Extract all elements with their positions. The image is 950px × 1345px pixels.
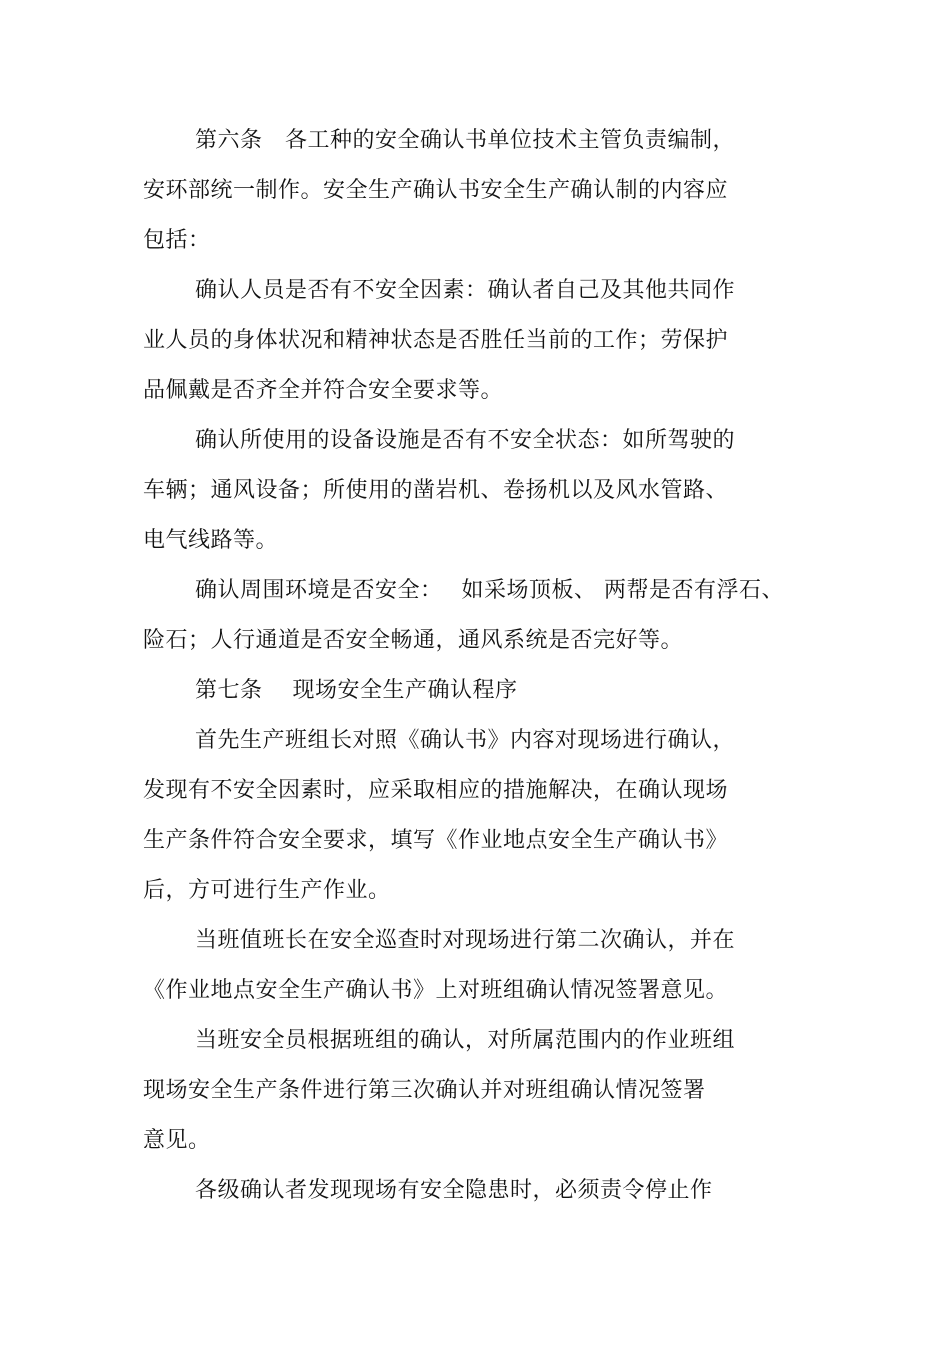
paragraph-line: 意见。 <box>143 1128 211 1153</box>
paragraph-line: 安环部统一制作。安全生产确认书安全生产确认制的内容应 <box>143 178 729 203</box>
paragraph-line: 险石；人行通道是否安全畅通，通风系统是否完好等。 <box>143 628 684 653</box>
paragraph-line: 各级确认者发现现场有安全隐患时，必须责令停止作 <box>195 1178 713 1203</box>
paragraph-line: 包括： <box>143 228 211 253</box>
paragraph-line: 业人员的身体状况和精神状态是否胜任当前的工作；劳保护 <box>143 328 729 353</box>
paragraph-line: 生产条件符合安全要求，填写《作业地点安全生产确认书》 <box>143 828 729 853</box>
paragraph-line: 第六条 各工种的安全确认书单位技术主管负责编制， <box>195 128 736 153</box>
paragraph-line: 品佩戴是否齐全并符合安全要求等。 <box>143 378 504 403</box>
paragraph-line: 发现有不安全因素时，应采取相应的措施解决，在确认现场 <box>143 778 729 803</box>
paragraph-line: 后，方可进行生产作业。 <box>143 878 391 903</box>
paragraph-line: 当班安全员根据班组的确认，对所属范围内的作业班组 <box>195 1028 736 1053</box>
section-heading: 第七条 现场安全生产确认程序 <box>195 678 518 703</box>
paragraph-line: 电气线路等。 <box>143 528 279 553</box>
paragraph-line: 确认所使用的设备设施是否有不安全状态：如所驾驶的 <box>195 428 736 453</box>
paragraph-line: 首先生产班组长对照《确认书》内容对现场进行确认， <box>195 728 736 753</box>
paragraph-line: 现场安全生产条件进行第三次确认并对班组确认情况签署 <box>143 1078 706 1103</box>
paragraph-line: 当班值班长在安全巡查时对现场进行第二次确认，并在 <box>195 928 736 953</box>
paragraph-line: 《作业地点安全生产确认书》上对班组确认情况签署意见。 <box>143 978 729 1003</box>
paragraph-line: 车辆；通风设备；所使用的凿岩机、卷扬机以及风水管路、 <box>143 478 729 503</box>
paragraph-line: 确认人员是否有不安全因素：确认者自己及其他共同作 <box>195 278 736 303</box>
paragraph-line: 确认周围环境是否安全： 如采场顶板、 两帮是否有浮石、 <box>195 578 784 603</box>
